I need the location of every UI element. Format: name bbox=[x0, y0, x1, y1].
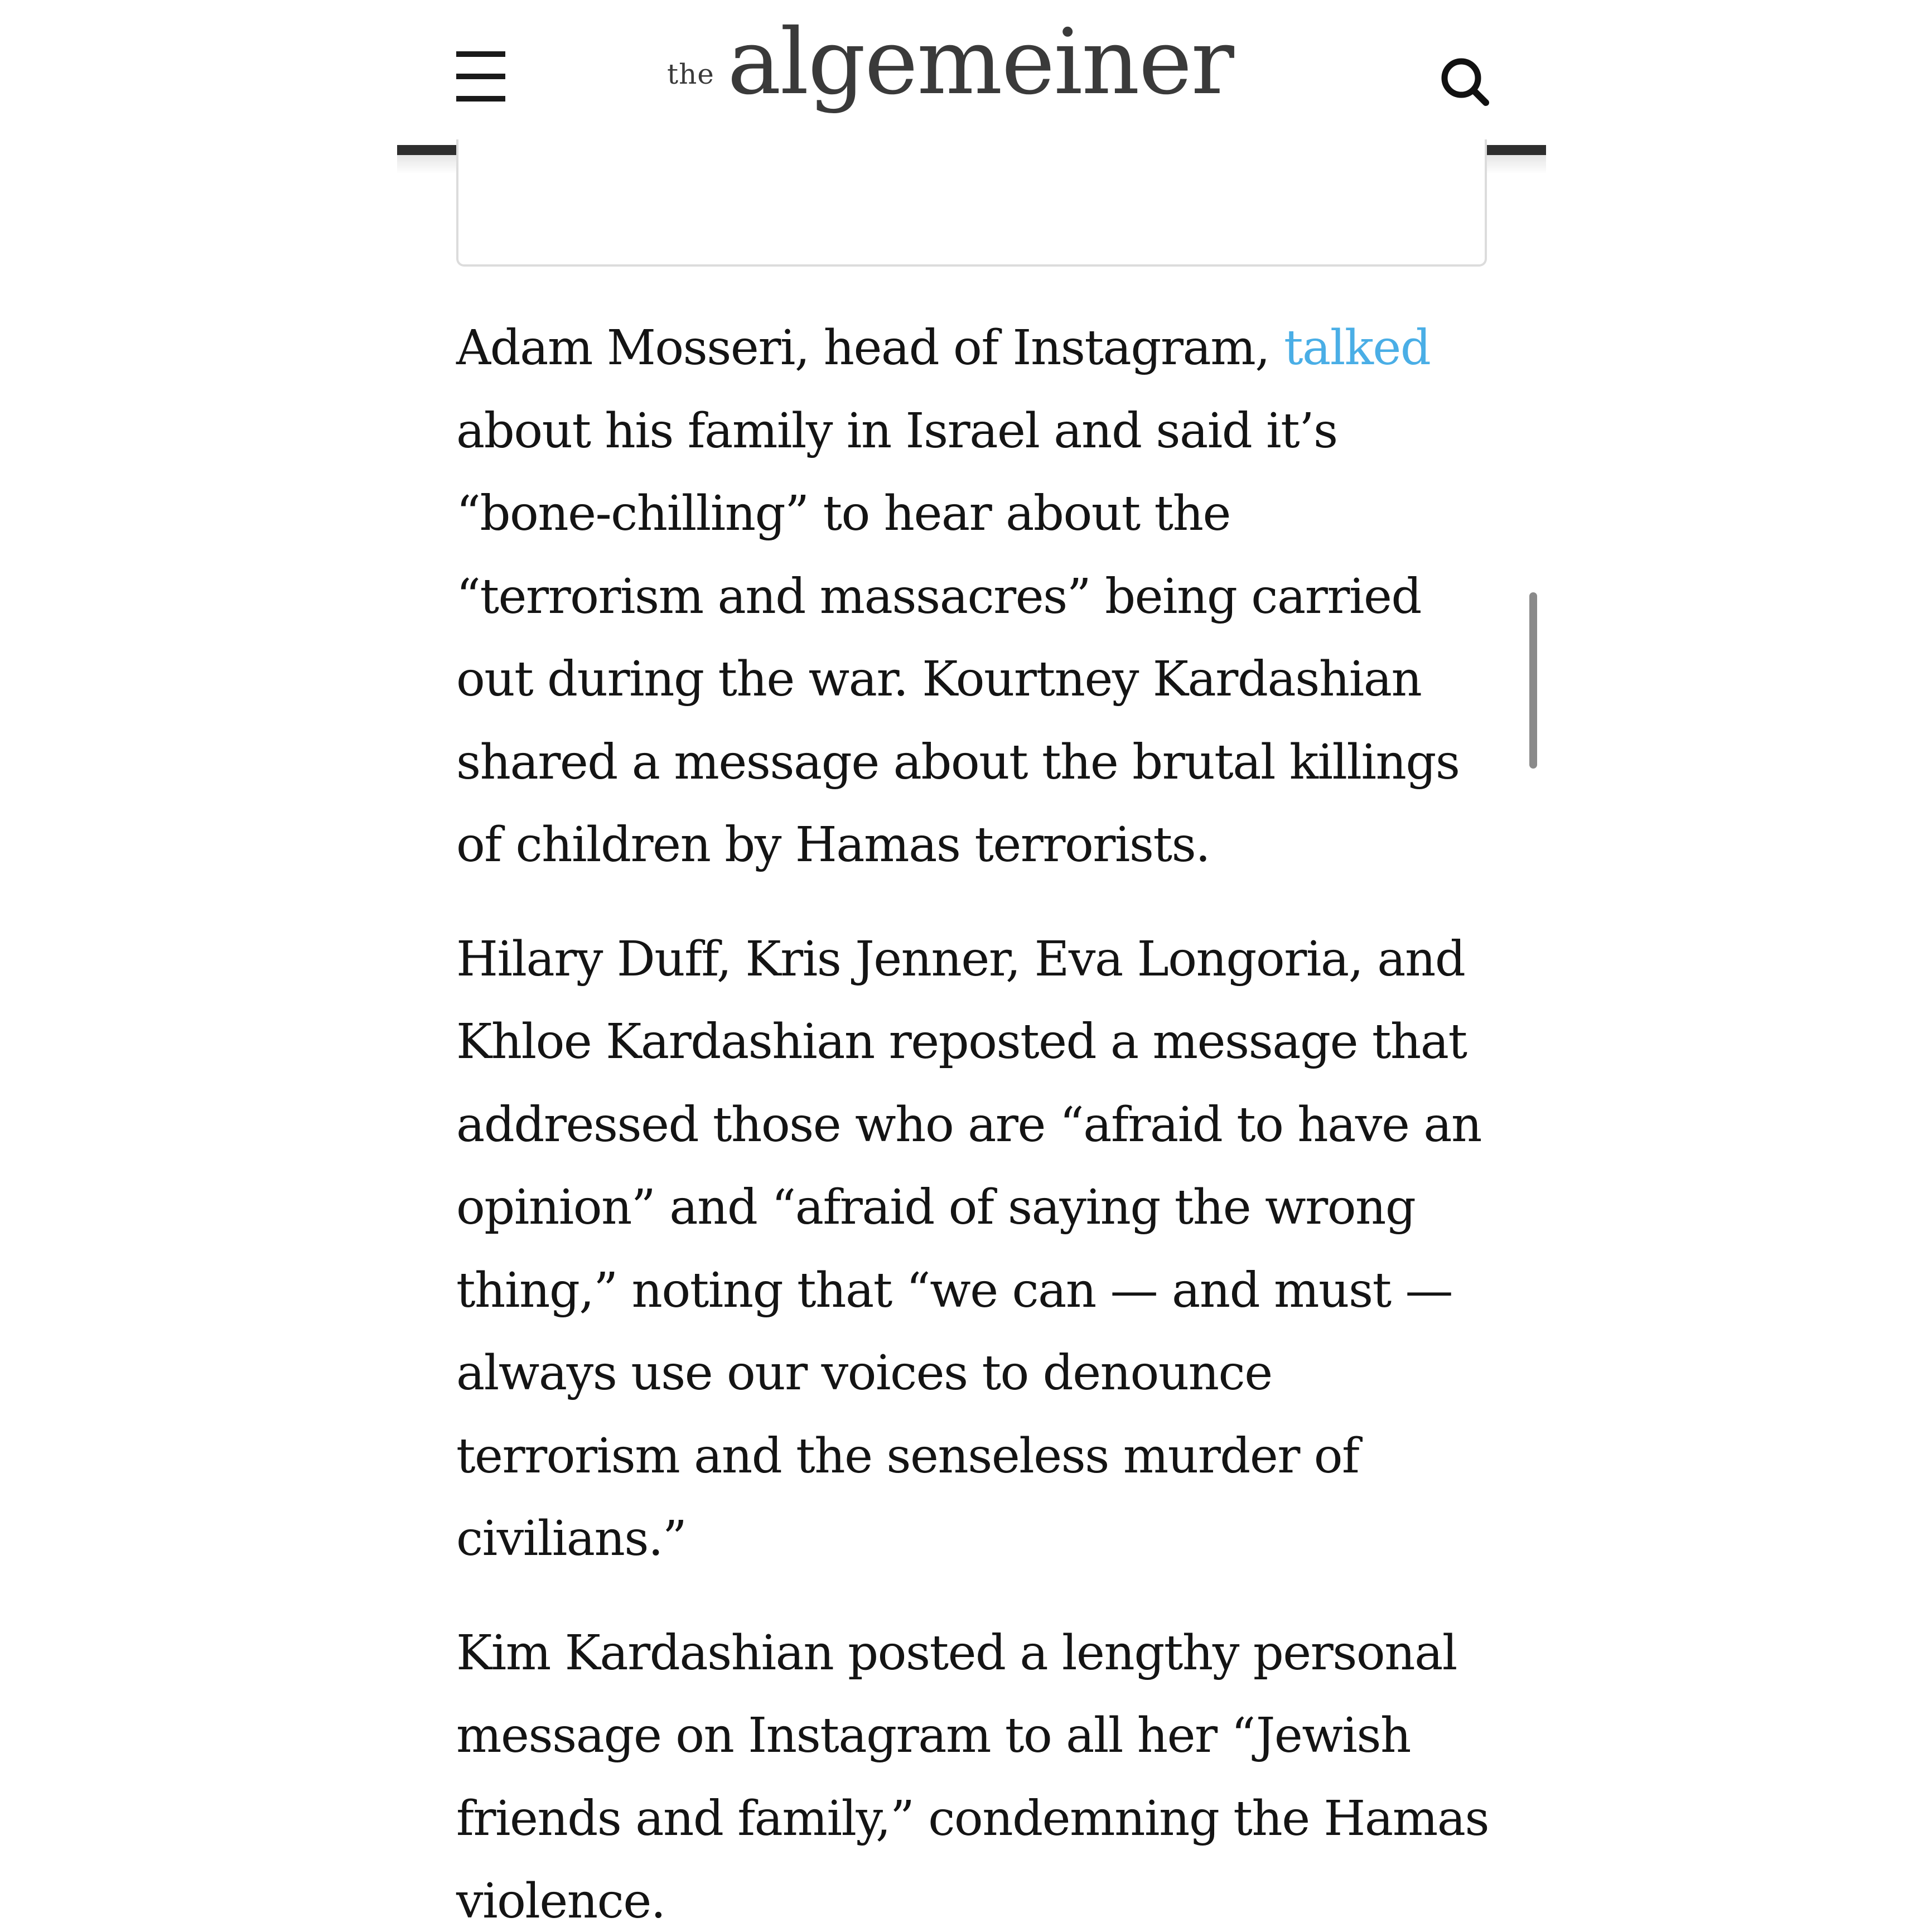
menu-bar bbox=[456, 96, 505, 102]
text-line: opinion” and “afraid of saying the wrong bbox=[456, 1180, 1416, 1235]
text-segment: Adam Mosseri, head of Instagram, bbox=[456, 320, 1284, 376]
logo-name: algemeiner bbox=[727, 10, 1233, 115]
text-line: of children by Hamas terrorists. bbox=[456, 817, 1210, 873]
text-line: terrorism and the senseless murder of bbox=[456, 1428, 1359, 1484]
text-line: always use our voices to denounce bbox=[456, 1345, 1272, 1401]
search-icon[interactable] bbox=[1437, 54, 1493, 109]
site-logo[interactable] bbox=[667, 11, 1281, 123]
menu-bar bbox=[456, 51, 505, 57]
menu-bar bbox=[456, 74, 505, 79]
text-line: “bone-chilling” to hear about the bbox=[456, 486, 1230, 542]
article-paragraph bbox=[456, 307, 1516, 887]
text-line bbox=[456, 307, 1516, 390]
text-line: thing,” noting that “we can — and must — bbox=[456, 1262, 1452, 1318]
text-line: message on Instagram to all her “Jewish bbox=[456, 1708, 1411, 1764]
text-line: out during the war. Kourtney Kardashian bbox=[456, 651, 1422, 707]
text-line: violence. bbox=[456, 1873, 665, 1929]
logo-prefix: the bbox=[667, 58, 714, 90]
ad-placeholder bbox=[456, 139, 1487, 267]
article-paragraph bbox=[456, 1612, 1516, 1932]
text-line: Kim Kardashian posted a lengthy personal bbox=[456, 1625, 1457, 1681]
text-line: shared a message about the brutal killings bbox=[456, 734, 1460, 790]
scrollbar-thumb[interactable] bbox=[1529, 592, 1537, 769]
search-icon-graphic bbox=[1437, 54, 1493, 109]
text-line: civilians.” bbox=[456, 1511, 687, 1567]
article-paragraph bbox=[456, 918, 1516, 1581]
text-line: addressed those who are “afraid to have an bbox=[456, 1097, 1481, 1153]
text-line: “terrorism and massacres” being carried bbox=[456, 568, 1421, 625]
article-body bbox=[456, 307, 1516, 1932]
hamburger-menu-icon[interactable] bbox=[456, 51, 505, 100]
text-line: Khloe Kardashian reposted a message that bbox=[456, 1014, 1467, 1070]
text-line: Hilary Duff, Kris Jenner, Eva Longoria, and bbox=[456, 931, 1465, 987]
talked-link[interactable]: talked bbox=[1283, 320, 1431, 376]
text-line: friends and family,” condemning the Hamas bbox=[456, 1790, 1489, 1847]
text-line: about his family in Israel and said it’s bbox=[456, 403, 1337, 459]
